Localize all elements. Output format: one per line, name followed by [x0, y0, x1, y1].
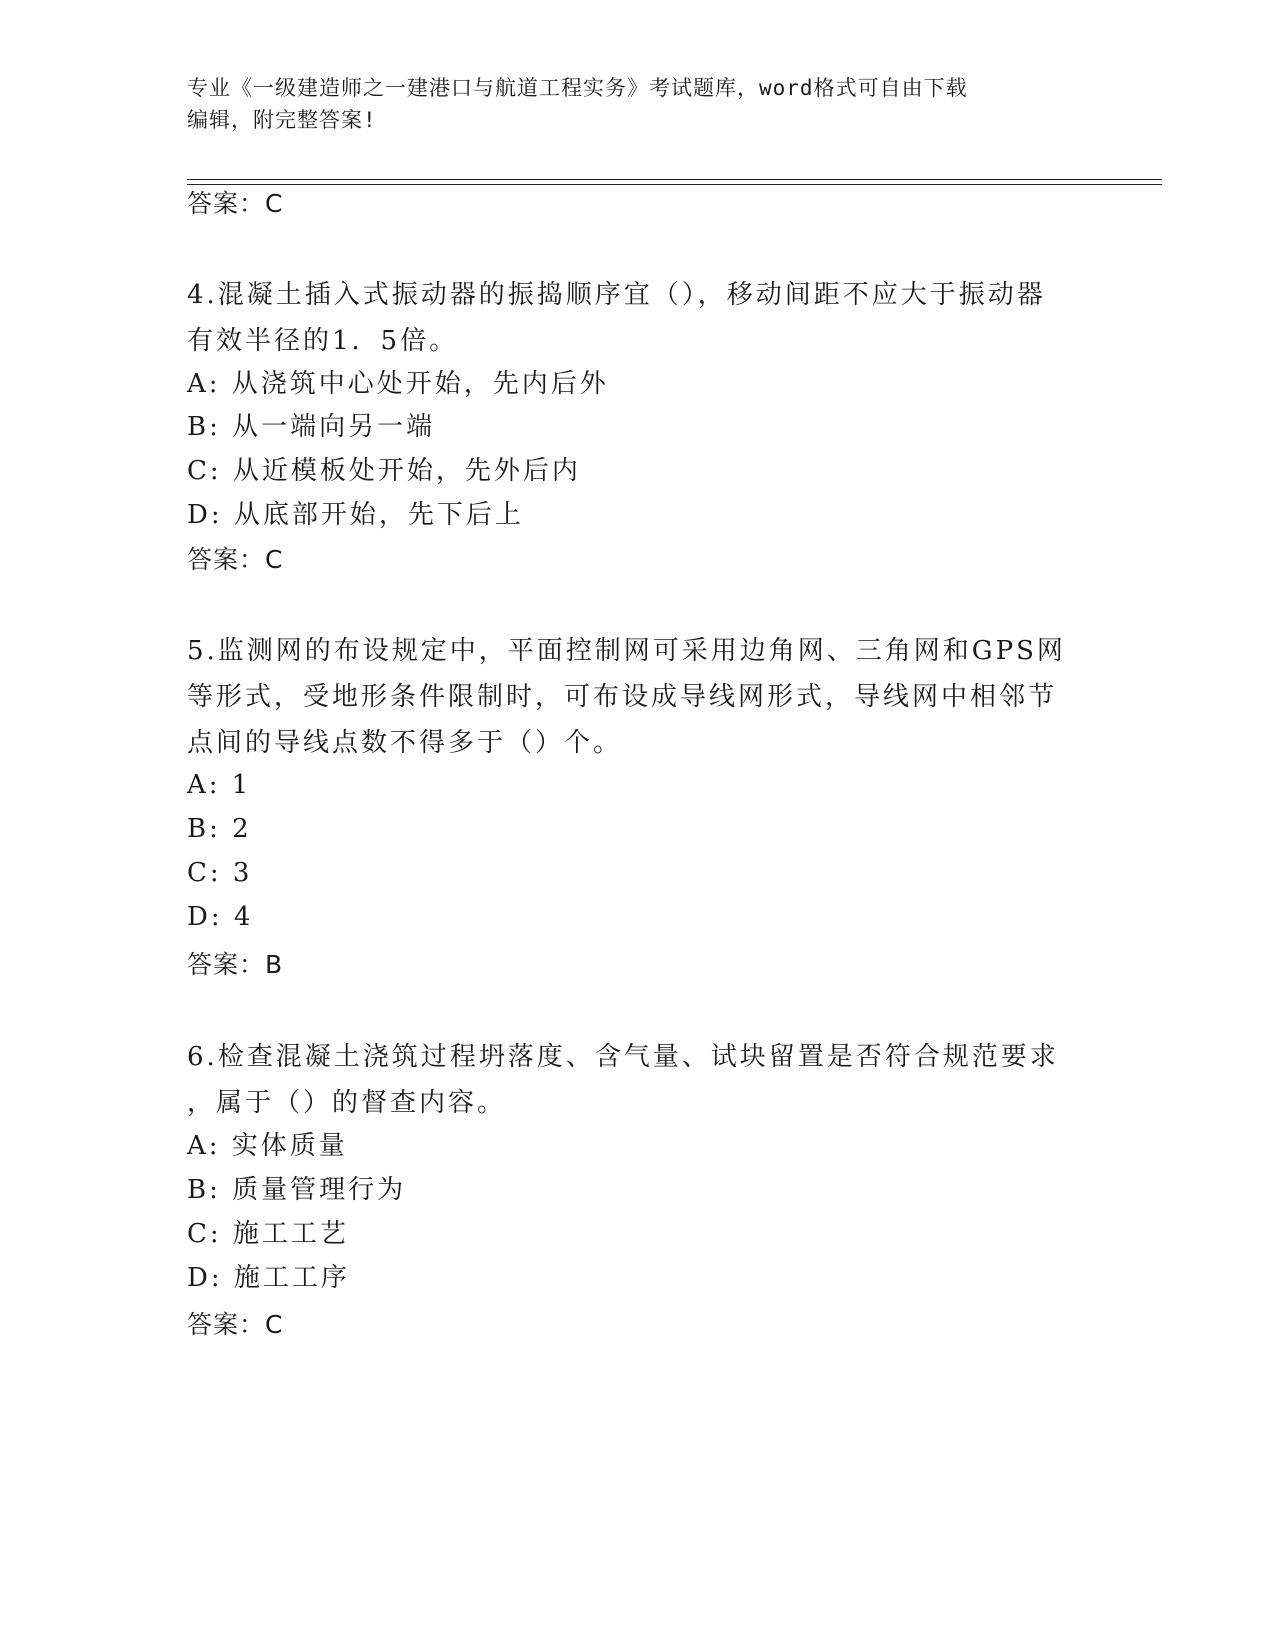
question-5-line-3: 点间的导线点数不得多于（）个。	[187, 728, 623, 758]
header-divider-top	[187, 179, 1162, 180]
question-6-line-2: ，属于（）的督查内容。	[187, 1088, 507, 1118]
question-5-option-b: B: 2	[187, 814, 252, 844]
question-6-option-c: C: 施工工艺	[187, 1219, 349, 1249]
document-header	[187, 72, 1087, 136]
question-4-option-d: D: 从底部开始，先下后上	[187, 500, 524, 530]
question-5-line-1: 5.监测网的布设规定中，平面控制网可采用边角网、三角网和GPS网	[187, 636, 1066, 666]
question-4-answer: 答案：C	[187, 545, 284, 574]
question-6-line-1: 6.检查混凝土浇筑过程坍落度、含气量、试块留置是否符合规范要求	[187, 1042, 1059, 1072]
header-line-1: 专业《一级建造师之一建港口与航道工程实务》考试题库，word格式可自由下载	[187, 76, 968, 100]
question-5-text	[187, 628, 1067, 766]
question-5-line-2: 等形式，受地形条件限制时，可布设成导线网形式，导线网中相邻节	[187, 682, 1058, 712]
header-line-2: 编辑，附完整答案!	[187, 108, 377, 132]
question-6-option-d: D: 施工工序	[187, 1263, 350, 1293]
answer-previous: 答案：C	[187, 189, 284, 218]
question-5-option-c: C: 3	[187, 858, 253, 888]
question-4-option-c: C: 从近模板处开始，先外后内	[187, 456, 581, 486]
header-divider-bottom	[187, 184, 1162, 185]
question-6-option-a: A: 实体质量	[187, 1131, 348, 1161]
question-4-option-b: B: 从一端向另一端	[187, 412, 436, 442]
question-4-option-a: A: 从浇筑中心处开始，先内后外	[187, 369, 609, 399]
question-5-option-d: D: 4	[187, 902, 254, 932]
question-6-answer: 答案：C	[187, 1310, 284, 1339]
question-6-text	[187, 1034, 1067, 1126]
question-4-line-2: 有效半径的1．5倍。	[187, 326, 459, 356]
question-5-option-a: A: 1	[187, 770, 252, 800]
question-4-text	[187, 272, 1067, 364]
question-6-option-b: B: 质量管理行为	[187, 1175, 407, 1205]
question-5-answer: 答案：B	[187, 950, 284, 979]
question-4-line-1: 4.混凝土插入式振动器的振捣顺序宜（），移动间距不应大于振动器	[187, 280, 1046, 310]
